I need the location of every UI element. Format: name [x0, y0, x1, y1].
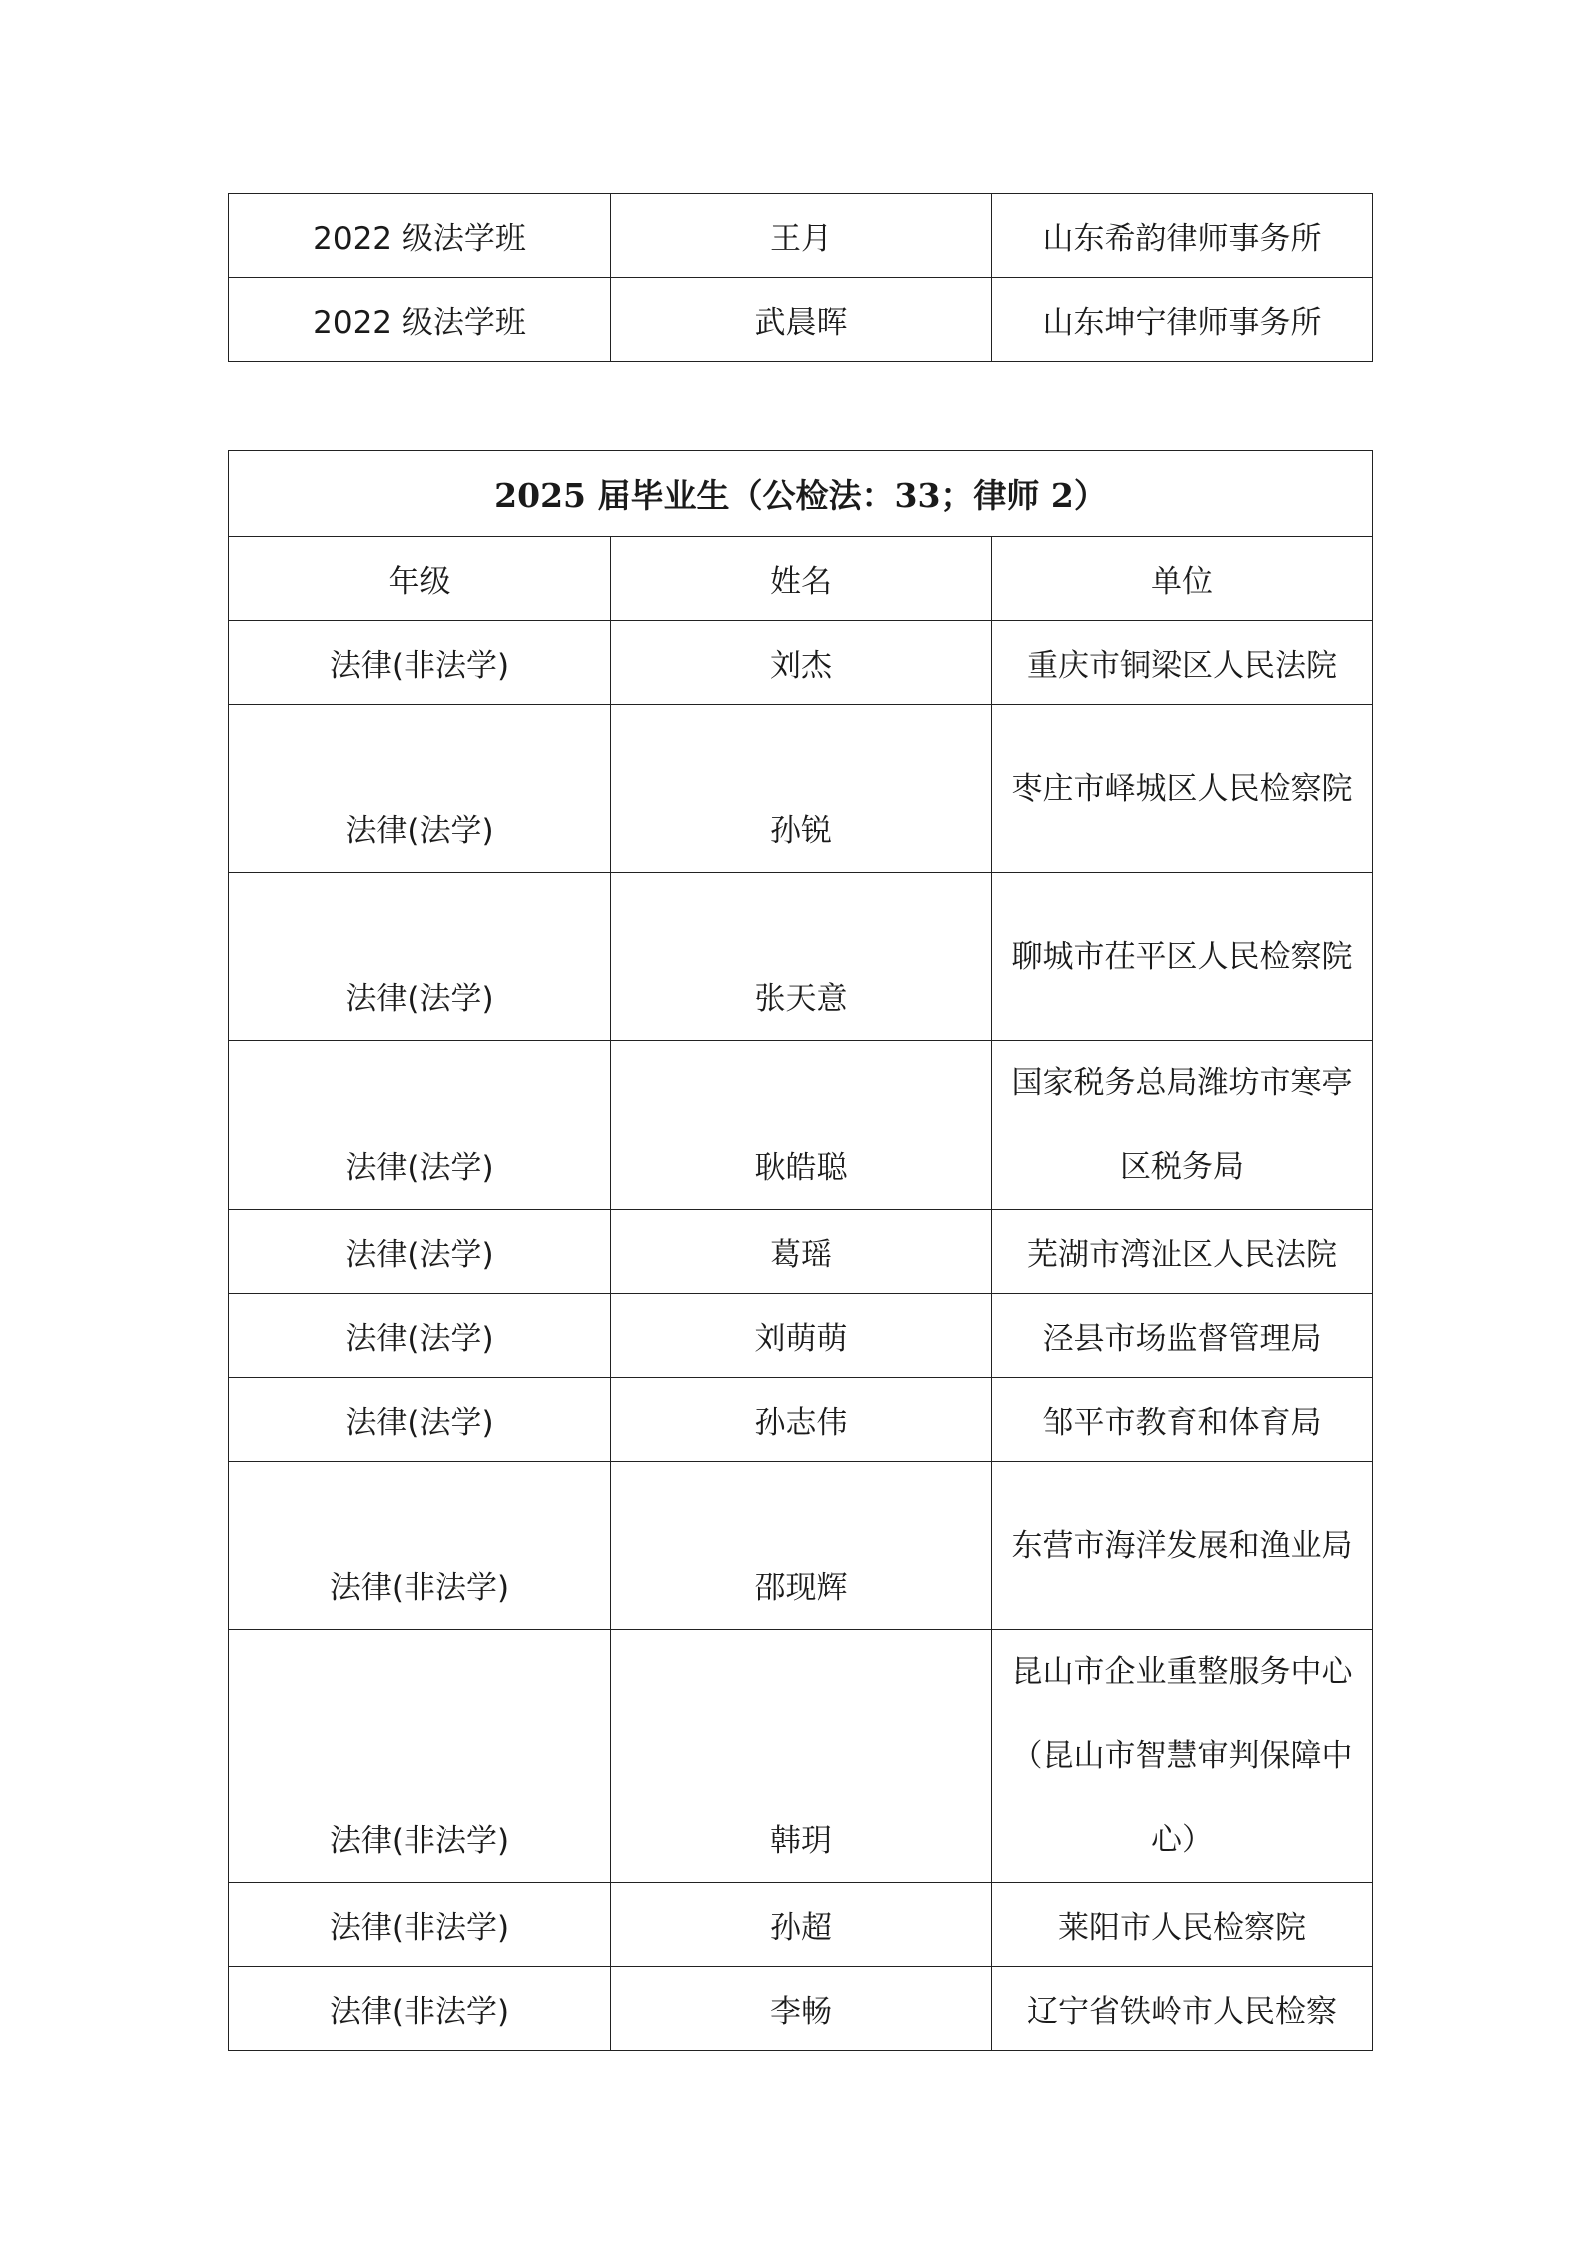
- grade-cell: 法律(非法学): [229, 1630, 611, 1883]
- unit-cell: 芜湖市湾沚区人民法院: [992, 1210, 1373, 1294]
- name-cell: 韩玥: [611, 1630, 992, 1883]
- table-2025-graduates: [228, 450, 1373, 2051]
- table-row: [229, 873, 1373, 1041]
- name-cell: 孙志伟: [611, 1378, 992, 1462]
- unit-cell: 山东希韵律师事务所: [992, 194, 1373, 278]
- unit-cell: 国家税务总局潍坊市寒亭区税务局: [992, 1041, 1373, 1210]
- grade-cell: 法律(非法学): [229, 1967, 611, 2051]
- name-cell: 李畅: [611, 1967, 992, 2051]
- grade-cell: 法律(非法学): [229, 1462, 611, 1630]
- unit-cell: 邹平市教育和体育局: [992, 1378, 1373, 1462]
- name-cell: 孙锐: [611, 705, 992, 873]
- unit-cell: 泾县市场监督管理局: [992, 1294, 1373, 1378]
- table-row: [229, 705, 1373, 873]
- name-cell: 葛瑶: [611, 1210, 992, 1294]
- grade-cell: 法律(法学): [229, 1294, 611, 1378]
- header-name: 姓名: [611, 537, 992, 621]
- table-row: [229, 1210, 1373, 1294]
- table-row: [229, 1883, 1373, 1967]
- grade-cell: 法律(法学): [229, 705, 611, 873]
- grade-cell: 法律(非法学): [229, 621, 611, 705]
- header-grade: 年级: [229, 537, 611, 621]
- grade-cell: 法律(法学): [229, 1041, 611, 1210]
- name-cell: 刘萌萌: [611, 1294, 992, 1378]
- name-cell: 张天意: [611, 873, 992, 1041]
- unit-cell: 山东坤宁律师事务所: [992, 278, 1373, 362]
- name-cell: 邵现辉: [611, 1462, 992, 1630]
- grade-cell: 2022 级法学班: [229, 194, 611, 278]
- unit-cell: 辽宁省铁岭市人民检察: [992, 1967, 1373, 2051]
- name-cell: 耿皓聪: [611, 1041, 992, 1210]
- table-row: [229, 621, 1373, 705]
- grade-cell: 2022 级法学班: [229, 278, 611, 362]
- name-cell: 王月: [611, 194, 992, 278]
- table-row: [229, 278, 1373, 362]
- table-2022-class: [228, 193, 1373, 362]
- header-unit: 单位: [992, 537, 1373, 621]
- unit-cell: 聊城市茌平区人民检察院: [992, 873, 1373, 1041]
- table-row: [229, 194, 1373, 278]
- table-row: [229, 1378, 1373, 1462]
- table-row: [229, 1462, 1373, 1630]
- header-row: [229, 537, 1373, 621]
- unit-cell: 昆山市企业重整服务中心（昆山市智慧审判保障中心）: [992, 1630, 1373, 1883]
- unit-cell: 东营市海洋发展和渔业局: [992, 1462, 1373, 1630]
- table-row: [229, 1630, 1373, 1883]
- table-row: [229, 1041, 1373, 1210]
- unit-cell: 莱阳市人民检察院: [992, 1883, 1373, 1967]
- grade-cell: 法律(法学): [229, 1210, 611, 1294]
- name-cell: 武晨晖: [611, 278, 992, 362]
- table-row: [229, 1294, 1373, 1378]
- unit-cell: 枣庄市峄城区人民检察院: [992, 705, 1373, 873]
- name-cell: 孙超: [611, 1883, 992, 1967]
- name-cell: 刘杰: [611, 621, 992, 705]
- table-title: 2025 届毕业生（公检法：33；律师 2）: [229, 451, 1373, 537]
- grade-cell: 法律(法学): [229, 1378, 611, 1462]
- table-row: [229, 1967, 1373, 2051]
- unit-cell: 重庆市铜梁区人民法院: [992, 621, 1373, 705]
- grade-cell: 法律(法学): [229, 873, 611, 1041]
- grade-cell: 法律(非法学): [229, 1883, 611, 1967]
